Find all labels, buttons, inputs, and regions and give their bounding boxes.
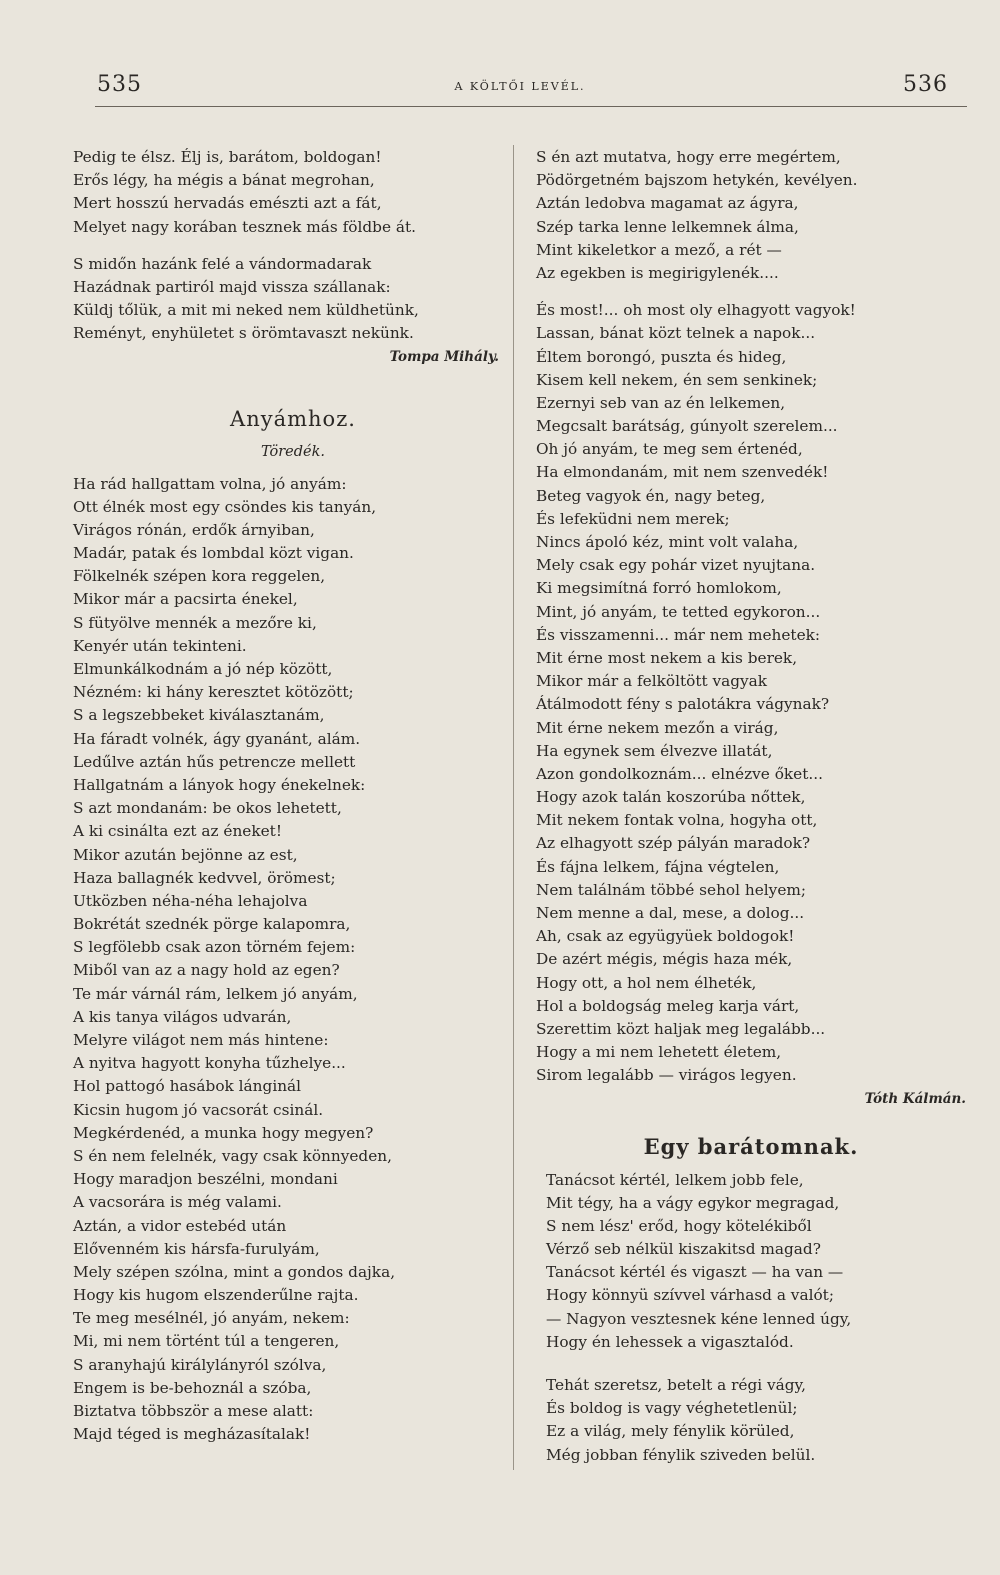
verse-line: S a legszebbeket kiválasztanám,: [73, 706, 325, 725]
verse-line: S azt mondanám: be okos lehetett,: [73, 799, 342, 818]
verse-line: Nem menne a dal, mese, a dolog...: [536, 904, 805, 922]
verse-line: — Nagyon vesztesnek kéne lenned úgy,: [546, 1309, 852, 1328]
verse-line: S fütyölve mennék a mezőre ki,: [73, 613, 317, 632]
verse-line: Ledűlve aztán hűs petrencze mellett: [73, 752, 356, 771]
verse-line: Hol a boldogság meleg karja várt,: [536, 996, 800, 1015]
left-page-number: 535: [97, 72, 142, 97]
verse-line: Sirom legalább — virágos legyen.: [536, 1066, 797, 1085]
verse-line: Te meg mesélnél, jó anyám, nekem:: [73, 1309, 350, 1328]
verse-line: És boldog is vagy véghetetlenül;: [546, 1399, 798, 1418]
verse-line: S nem lész' erőd, hogy kötelékiből: [546, 1216, 812, 1235]
tompa-stanza-2: [73, 253, 513, 346]
verse-line: Virágos rónán, erdők árnyiban,: [73, 520, 315, 539]
poem-subtitle-toredek: Töredék.: [260, 443, 326, 460]
verse-line: Hogy ott, a hol nem élheték,: [536, 973, 757, 992]
verse-line: Hogy kis hugom elszenderűlne rajta.: [73, 1286, 359, 1305]
verse-line: Átálmodott fény s palotákra vágynak?: [536, 695, 830, 714]
stanza-gap: [73, 239, 513, 253]
verse-line: Ha egynek sem élvezve illatát,: [536, 741, 773, 760]
verse-line: Ott élnék most egy csöndes kis tanyán,: [73, 497, 377, 516]
verse-line: Te már várnál rám, lelkem jó anyám,: [73, 984, 358, 1003]
verse-line: Pödörgetném bajszom hetykén, kevélyen.: [536, 171, 858, 190]
verse-line: A vacsorára is még valami.: [73, 1193, 282, 1212]
verse-line: Bokrétát szednék pörge kalapomra,: [73, 915, 351, 934]
verse-line: Madár, patak és lombdal közt vigan.: [73, 544, 354, 563]
verse-line: Hol pattogó hasábok lánginál: [73, 1077, 302, 1096]
verse-line: Lassan, bánat közt telnek a napok...: [536, 324, 816, 343]
verse-line: Mert hosszú hervadás emészti azt a fát,: [73, 194, 382, 213]
verse-line: A ki csinálta ezt az éneket!: [73, 822, 282, 841]
verse-line: Nézném: ki hány keresztet kötözött;: [73, 683, 354, 702]
verse-line: Kicsin hugom jó vacsorát csinál.: [73, 1100, 324, 1119]
verse-line: Azon gondolkoznám... elnézve őket...: [536, 764, 823, 783]
verse-line: Hogy a mi nem lehetett életem,: [536, 1043, 782, 1062]
verse-line: Megcsalt barátság, gúnyolt szerelem...: [536, 417, 838, 436]
page-header: [0, 0, 1000, 120]
verse-line: Tanácsot kértél, lelkem jobb fele,: [546, 1170, 804, 1189]
verse-line: Szerettim közt haljak meg legalább...: [536, 1019, 826, 1038]
verse-line: Biztatva többször a mese alatt:: [73, 1402, 314, 1420]
verse-line: Haza ballagnék kedvvel, örömest;: [73, 868, 336, 887]
verse-line: Reményt, enyhületet s örömtavaszt nekünk.: [73, 324, 414, 343]
right-column: [536, 146, 966, 1467]
verse-line: Melyet nagy korában tesznek más földbe át.: [73, 217, 416, 236]
verse-line: Ha elmondanám, mit nem szenvedék!: [536, 463, 829, 482]
verse-line: Vérző seb nélkül kiszakitsd magad?: [546, 1240, 821, 1259]
verse-line: Mikor már a pacsirta énekel,: [73, 590, 298, 609]
anyamhoz-cont-stanza-1: [536, 146, 966, 285]
verse-line: Hogy azok talán koszorúba nőttek,: [536, 788, 806, 807]
verse-line: S aranyhajú királylányról szólva,: [73, 1355, 327, 1374]
verse-line: A nyitva hagyott konyha tűzhelye...: [73, 1054, 346, 1073]
verse-line: Nem találnám többé sehol helyem;: [536, 880, 807, 899]
verse-line: Mely szépen szólna, mint a gondos dajka,: [73, 1262, 396, 1281]
verse-line: Beteg vagyok én, nagy beteg,: [536, 486, 766, 505]
verse-line: Mikor már a felköltött vagyak: [536, 672, 768, 691]
verse-line: És fájna lelkem, fájna végtelen,: [536, 857, 780, 876]
verse-line: Mint kikeletkor a mező, a rét —: [536, 240, 782, 259]
verse-line: Elmunkálkodnám a jó nép között,: [73, 660, 333, 678]
verse-line: És most!... oh most oly elhagyott vagyok!: [536, 301, 856, 320]
verse-line: Ha rád hallgattam volna, jó anyám:: [73, 474, 347, 493]
anyamhoz-lines: [73, 473, 513, 1447]
verse-line: Kisem kell nekem, én sem senkinek;: [536, 370, 818, 389]
verse-line: Utközben néha-néha lehajolva: [73, 891, 308, 910]
verse-line: Nincs ápoló kéz, mint volt valaha,: [536, 533, 799, 551]
verse-line: S legfölebb csak azon törném fejem:: [73, 938, 356, 957]
verse-line: S midőn hazánk felé a vándormadarak: [73, 254, 372, 273]
verse-line: Engem is be-behoznál a szóba,: [73, 1378, 312, 1397]
verse-line: Mint, jó anyám, te tetted egykoron...: [536, 602, 821, 621]
verse-line: És lefeküdni nem merek;: [536, 509, 730, 528]
verse-line: Hallgatnám a lányok hogy énekelnek:: [73, 775, 366, 794]
verse-line: Mit érne nekem mezőn a virág,: [536, 718, 779, 737]
verse-line: Mit tégy, ha a vágy egykor megragad,: [546, 1193, 840, 1212]
signature-toth: Tóth Kálmán.: [864, 1090, 966, 1107]
stanza-gap: [536, 285, 966, 299]
verse-line: Ah, csak az együgyüek boldogok!: [536, 927, 795, 946]
verse-line: Ezernyi seb van az én lelkemen,: [536, 393, 786, 412]
verse-line: Éltem borongó, puszta és hideg,: [536, 347, 787, 366]
verse-line: Miből van az a nagy hold az egen?: [73, 961, 340, 980]
verse-line: Hogy maradjon beszélni, mondani: [73, 1170, 338, 1189]
verse-line: Ez a világ, mely fénylik körüled,: [546, 1422, 795, 1441]
verse-line: Mi, mi nem történt túl a tengeren,: [73, 1332, 340, 1351]
verse-line: Mely csak egy pohár vizet nyujtana.: [536, 556, 816, 575]
verse-line: Pedig te élsz. Élj is, barátom, boldogan!: [73, 148, 382, 166]
verse-line: Az elhagyott szép pályán maradok?: [536, 834, 811, 853]
stanza-gap: [536, 1354, 966, 1374]
verse-line: Mit érne most nekem a kis berek,: [536, 648, 798, 667]
verse-line: És visszamenni... már nem mehetek:: [536, 625, 821, 644]
verse-line: Majd téged is megházasítalak!: [73, 1425, 311, 1444]
verse-line: Megkérdenéd, a munka hogy megyen?: [73, 1123, 374, 1142]
baratomnak-stanza-2: [536, 1374, 966, 1467]
right-page-number: 536: [903, 72, 948, 97]
verse-line: Fölkelnék szépen kora reggelen,: [73, 567, 326, 586]
verse-line: S én nem felelnék, vagy csak könnyeden,: [73, 1146, 392, 1165]
verse-line: S én azt mutatva, hogy erre megértem,: [536, 148, 841, 166]
verse-line: Még jobban fénylik sziveden belül.: [546, 1445, 816, 1464]
verse-line: Tehát szeretsz, betelt a régi vágy,: [546, 1376, 807, 1394]
header-rule: [95, 106, 967, 107]
verse-line: De azért mégis, mégis haza mék,: [536, 950, 793, 969]
verse-line: Melyre világot nem más hintene:: [73, 1031, 329, 1049]
verse-line: Erős légy, ha mégis a bánat megrohan,: [73, 171, 375, 190]
anyamhoz-cont-stanza-2: [536, 299, 966, 1087]
verse-line: Mit nekem fontak volna, hogyha ott,: [536, 811, 818, 830]
verse-line: Kenyér után tekinteni.: [73, 636, 247, 655]
verse-line: Az egekben is megirigylenék....: [536, 263, 779, 282]
verse-line: Küldj tőlük, a mit mi neked nem küldhetünk,: [73, 301, 419, 320]
running-title: A KÖLTŐI LEVÉL.: [454, 80, 586, 93]
verse-line: Aztán ledobva magamat az ágyra,: [536, 194, 799, 213]
verse-line: Hogy én lehessek a vigasztalód.: [546, 1332, 794, 1351]
verse-line: Mikor azután bejönne az est,: [73, 845, 298, 864]
verse-line: Aztán, a vidor estebéd után: [73, 1216, 287, 1235]
verse-line: Szép tarka lenne lelkemnek álma,: [536, 217, 799, 236]
poem-title-egy-baratomnak: Egy barátomnak.: [643, 1133, 859, 1159]
column-divider: [513, 145, 514, 1470]
verse-line: Elővenném kis hársfa-furulyám,: [73, 1239, 320, 1258]
verse-line: Tanácsot kértél és vigaszt — ha van —: [546, 1263, 844, 1282]
left-column: [73, 146, 513, 1446]
verse-line: Ki megsimítná forró homlokom,: [536, 579, 782, 598]
tompa-stanza-1: [73, 146, 513, 239]
verse-line: Hazádnak partiról majd vissza szállanak:: [73, 277, 391, 296]
verse-line: Oh jó anyám, te meg sem értenéd,: [536, 440, 803, 459]
verse-line: Ha fáradt volnék, ágy gyanánt, alám.: [73, 729, 361, 748]
verse-line: Hogy könnyü szívvel várhasd a valót;: [546, 1286, 834, 1305]
baratomnak-stanza-1: [536, 1169, 966, 1355]
poem-title-anyamhoz: Anyámhoz.: [230, 406, 356, 431]
signature-tompa: Tompa Mihály.: [389, 348, 499, 365]
verse-line: A kis tanya világos udvarán,: [73, 1007, 292, 1026]
